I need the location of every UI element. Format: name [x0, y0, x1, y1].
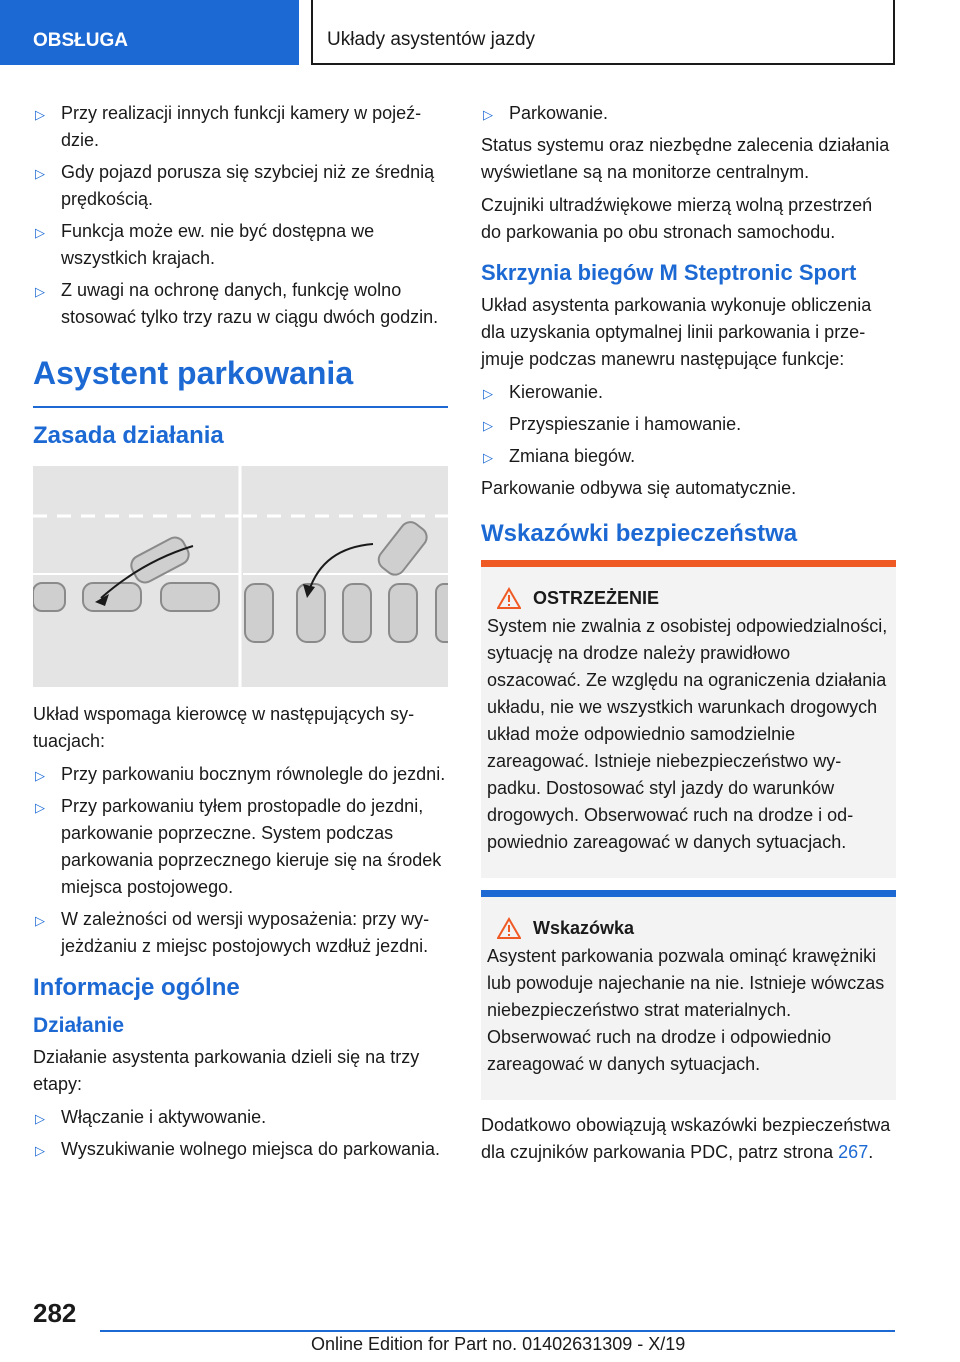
heading-function: Działanie — [33, 1014, 125, 1037]
gearbox-text: Układ asystenta parkowania wykonuje obliczenia dla uzyskania optymalnej linii parkowania i przejmuje podczas manewru następujące funkcje: — [481, 295, 872, 369]
warning-triangle-icon — [497, 587, 521, 609]
list-item: ▷ Przy realizacji innych funkcji kamery w pojeździe. — [35, 103, 422, 150]
triangle-bullet-icon: ▷ — [35, 107, 45, 122]
list-item: ▷ Przy parkowaniu bocznym równolegle do jezdni. — [33, 761, 448, 788]
list-item: ▷ Funkcja może ew. nie być dostępna we wszystkich krajach. — [35, 221, 375, 268]
bullet-list-parking — [481, 100, 896, 127]
triangle-bullet-icon: ▷ — [35, 225, 45, 240]
bullet-list-stages — [33, 1104, 448, 1163]
function-text: Działanie asystenta parkowania dzieli się na trzy etapy: — [33, 1047, 420, 1094]
bullet-list-conditions — [33, 100, 448, 331]
heading-principle: Zasada działania — [33, 422, 224, 449]
heading-parking-assistant: Asystent parkowania — [33, 355, 448, 408]
footer-text: Online Edition for Part no. 01402631309 - X/19 — [311, 1334, 686, 1354]
triangle-bullet-icon: ▷ — [35, 166, 45, 181]
list-item: ▷ Włączanie i aktywowanie. — [33, 1104, 448, 1131]
list-item: ▷ Gdy pojazd porusza się szybciej niż ze średnią prędkością. — [35, 162, 435, 209]
triangle-bullet-icon: ▷ — [483, 386, 493, 401]
triangle-bullet-icon: ▷ — [483, 450, 493, 465]
bullet-list-situations — [33, 761, 448, 960]
warning-box — [481, 560, 896, 878]
heading-gearbox: Skrzynia biegów M Steptronic Sport — [481, 260, 857, 285]
triangle-bullet-icon: ▷ — [35, 284, 45, 299]
triangle-bullet-icon: ▷ — [483, 418, 493, 433]
triangle-bullet-icon: ▷ — [35, 768, 45, 783]
triangle-bullet-icon: ▷ — [35, 913, 45, 928]
heading-general-info: Informacje ogólne — [33, 974, 240, 1001]
warning-title: OSTRZEŻENIE — [487, 587, 888, 609]
list-item: ▷ Przyspieszanie i hamowanie. — [481, 411, 896, 438]
warning-text: System nie zwalnia z osobistej odpowiedzialności, sytuację na drodze należy prawidłowo oszacować. Ze względu na ograniczenia działania układu, nie we wszystkich warunkach drogowych układ może odpowiednio samodzielnie zareagować. Istnieje niebezpieczeństwo wypadku. Dostosować styl jazdy do warunków drogowych. Obserwować ruch na drodze i odpowiednio zareagować w danych sytuacjach. — [487, 616, 888, 852]
right-column — [481, 100, 896, 1172]
list-item: ▷ Parkowanie. — [481, 100, 896, 127]
note-title: Wskazówka — [487, 917, 888, 939]
note-text: Asystent parkowania pozwala ominąć krawężniki lub powoduje najechanie na nie. Istnieje wówczas niebezpieczeństwo strat materialnych. Obserwować ruch na drodze i odpowiednio zareagować w danych sytuacjach. — [487, 946, 885, 1074]
list-item: ▷ Z uwagi na ochronę danych, funkcję wolno stosować tylko trzy razu w ciągu dwóch godzin. — [35, 280, 439, 327]
list-item: ▷ Przy parkowaniu tyłem prostopadle do jezdni, parkowanie poprzeczne. System podczas parkowania poprzecznego kieruje się na środek miejsca postojowego. — [35, 796, 442, 897]
list-item: ▷ Kierowanie. — [481, 379, 896, 406]
page-number: 282 — [33, 1298, 77, 1328]
auto-text: Parkowanie odbywa się automatycznie. — [481, 478, 797, 498]
left-column — [33, 100, 448, 1168]
bullet-list-functions — [481, 379, 896, 470]
warning-triangle-icon — [497, 917, 521, 939]
status-text: Status systemu oraz niezbędne zalecenia działania wyświetlane są na monitorze centralnym. — [481, 135, 890, 182]
note-box — [481, 890, 896, 1100]
chapter-title: Układy asystentów jazdy — [311, 0, 895, 65]
triangle-bullet-icon: ▷ — [35, 1143, 45, 1158]
parking-illustration — [33, 466, 448, 687]
section-tab: OBSŁUGA — [0, 0, 299, 65]
list-item: ▷ Wyszukiwanie wolnego miejsca do parkowania. — [33, 1136, 448, 1163]
sensors-text: Czujniki ultradźwiękowe mierzą wolną przestrzeń do parkowania po obu stronach samochodu. — [481, 195, 873, 242]
triangle-bullet-icon: ▷ — [483, 107, 493, 122]
intro-text: Układ wspomaga kierowcę w następujących sytuacjach: — [33, 704, 415, 751]
list-item: ▷ Zmiana biegów. — [481, 443, 896, 470]
footer-divider — [100, 1330, 895, 1332]
heading-safety: Wskazówki bezpieczeństwa — [481, 520, 798, 547]
page-link[interactable]: 267 — [838, 1142, 869, 1162]
triangle-bullet-icon: ▷ — [35, 800, 45, 815]
additional-text: Dodatkowo obowiązują wskazówki bezpieczeństwa dla czujników parkowania PDC, patrz strona 267. — [481, 1115, 891, 1162]
triangle-bullet-icon: ▷ — [35, 1111, 45, 1126]
list-item: ▷ W zależności od wersji wyposażenia: przy wyjeżdżaniu z miejsc postojowych wzdłuż jezdni. — [35, 909, 430, 956]
